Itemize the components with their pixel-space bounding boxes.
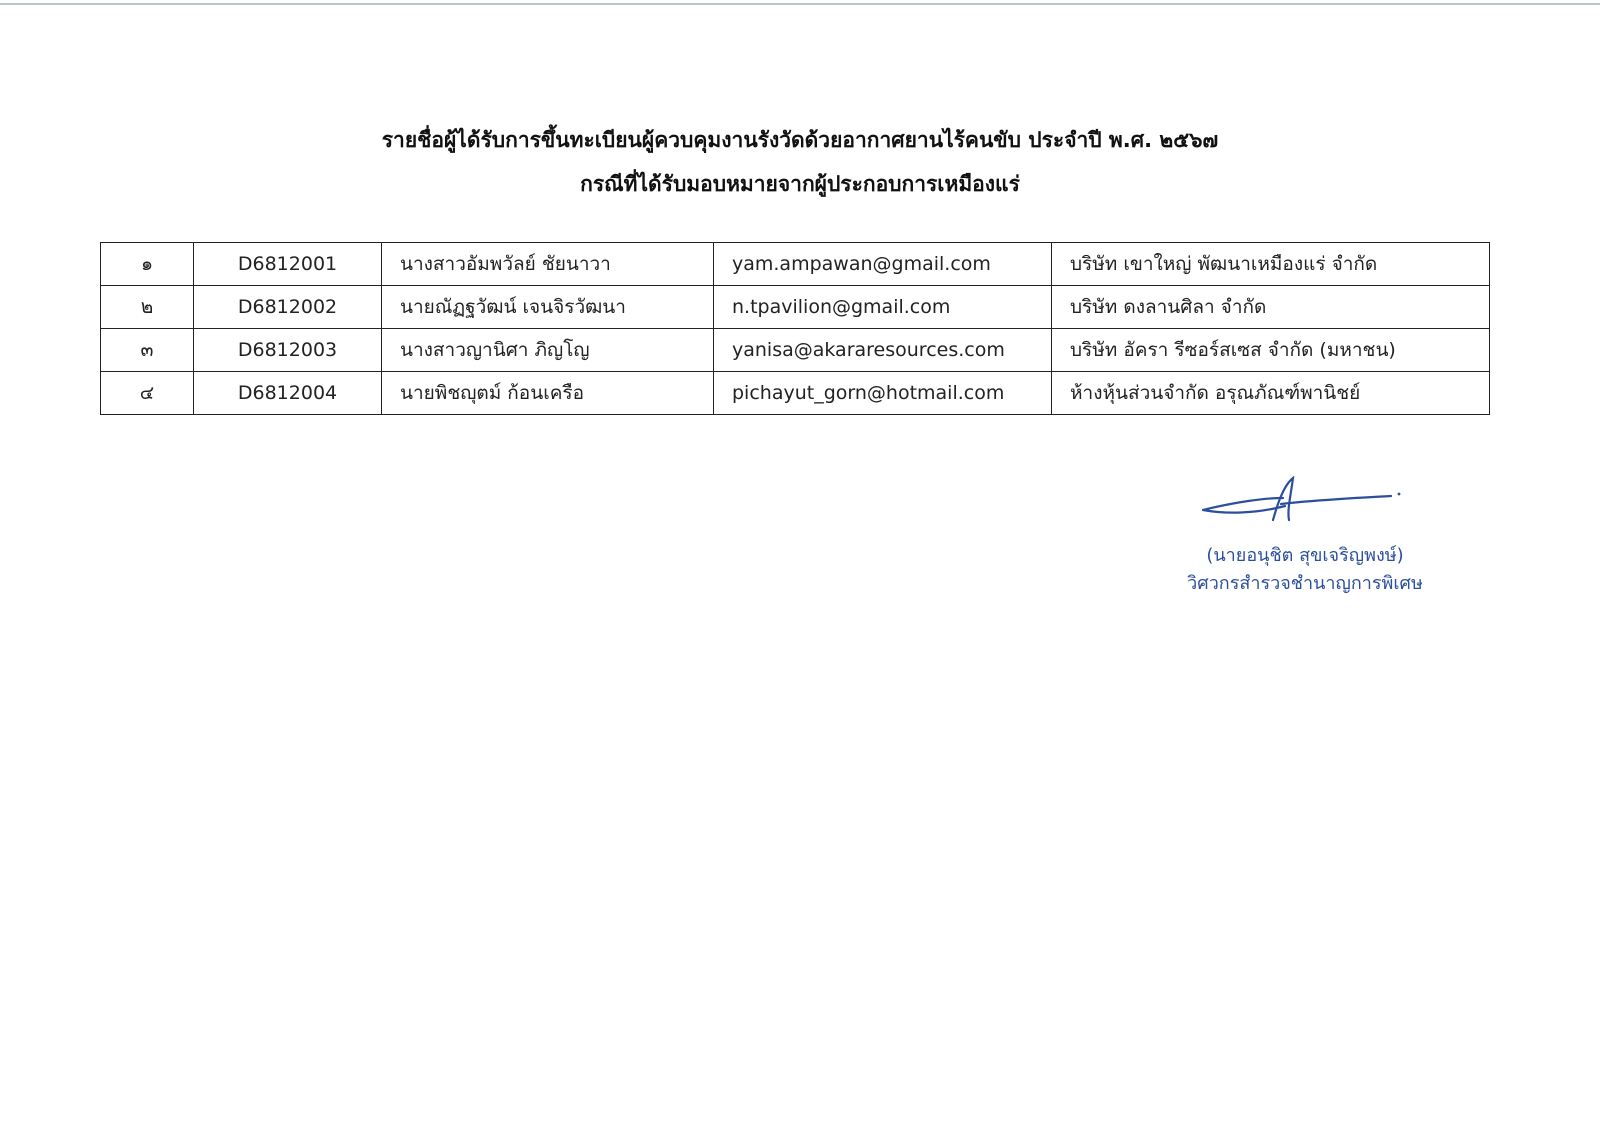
table-row <box>101 286 1490 329</box>
document-subtitle: กรณีที่ได้รับมอบหมายจากผู้ประกอบการเหมืองแร่ <box>580 172 1020 196</box>
row-number: ๓ <box>101 329 194 372</box>
row-number: ๑ <box>101 243 194 286</box>
signatory-name: (นายอนุชิต สุขเจริญพงษ์) <box>1206 545 1404 566</box>
person-name: นายณัฏฐวัฒน์ เจนจิรวัฒนา <box>382 286 714 329</box>
person-name: นางสาวญานิศา ภิญโญ <box>382 329 714 372</box>
registry-table <box>100 242 1490 415</box>
table-row <box>101 243 1490 286</box>
registration-code: D6812002 <box>194 286 382 329</box>
table-row <box>101 372 1490 415</box>
company-name: บริษัท อัครา รีซอร์สเซส จำกัด (มหาชน) <box>1052 329 1490 372</box>
company-name: บริษัท เขาใหญ่ พัฒนาเหมืองแร่ จำกัด <box>1052 243 1490 286</box>
registration-code: D6812003 <box>194 329 382 372</box>
email-address: pichayut_gorn@hotmail.com <box>714 372 1052 415</box>
email-address: yanisa@akararesources.com <box>714 329 1052 372</box>
row-number: ๔ <box>101 372 194 415</box>
page-top-rule <box>0 3 1600 5</box>
person-name: นางสาวอัมพวัลย์ ชัยนาวา <box>382 243 714 286</box>
registration-code: D6812004 <box>194 372 382 415</box>
email-address: n.tpavilion@gmail.com <box>714 286 1052 329</box>
company-name: ห้างหุ้นส่วนจำกัด อรุณภัณฑ์พานิชย์ <box>1052 372 1490 415</box>
table-row <box>101 329 1490 372</box>
email-address: yam.ampawan@gmail.com <box>714 243 1052 286</box>
signatory-position: วิศวกรสำรวจชำนาญการพิเศษ <box>1187 573 1423 594</box>
row-number: ๒ <box>101 286 194 329</box>
document-title: รายชื่อผู้ได้รับการขึ้นทะเบียนผู้ควบคุมงานรังวัดด้วยอากาศยานไร้คนขับ ประจำปี พ.ศ. ๒๕๖๗ <box>381 128 1219 152</box>
handwritten-signature <box>1195 476 1405 536</box>
registration-code: D6812001 <box>194 243 382 286</box>
person-name: นายพิชญุตม์ ก้อนเครือ <box>382 372 714 415</box>
company-name: บริษัท ดงลานศิลา จำกัด <box>1052 286 1490 329</box>
